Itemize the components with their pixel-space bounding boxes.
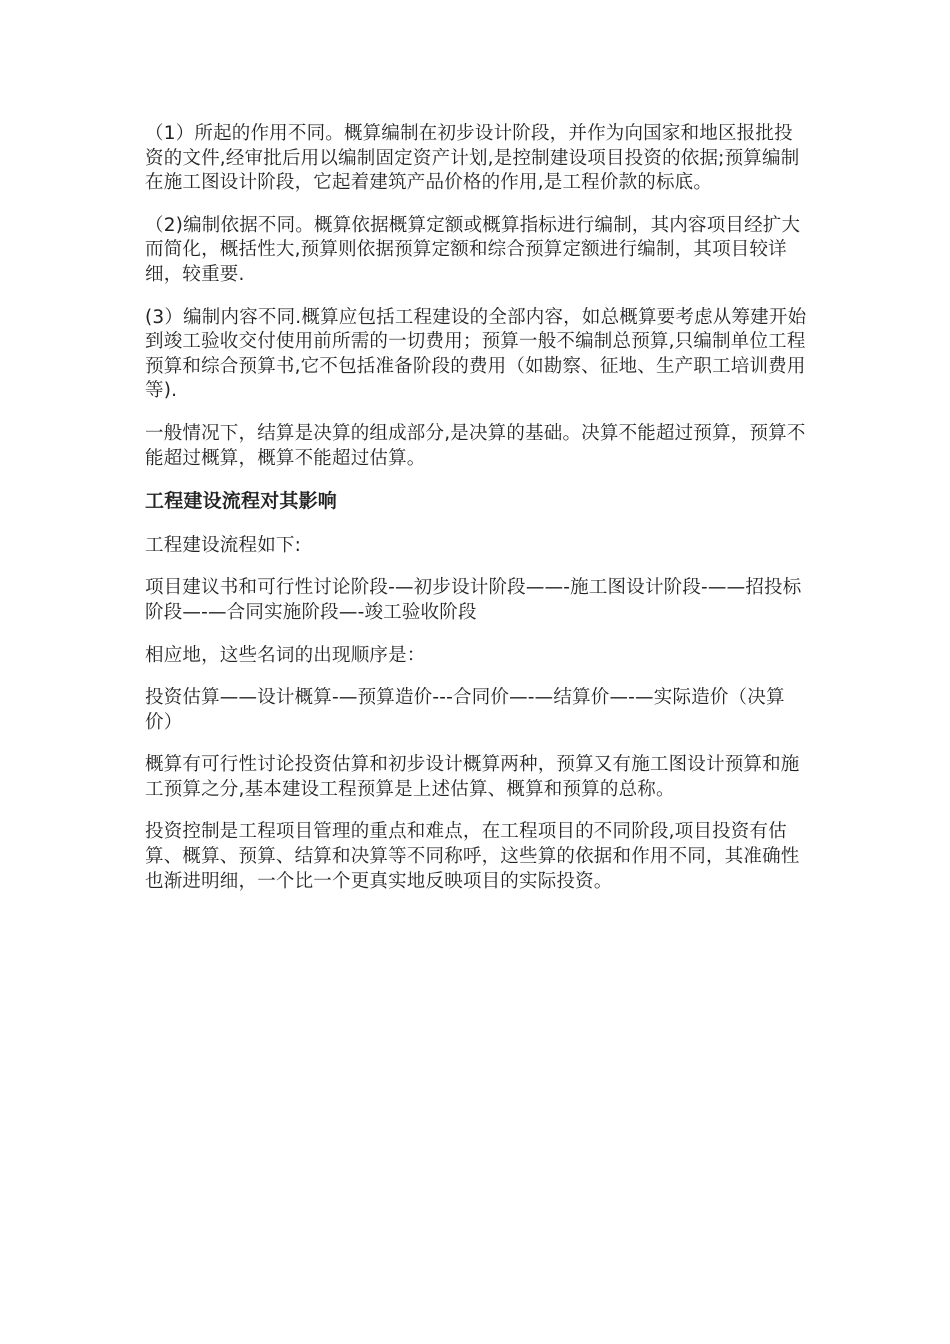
paragraph: 相应地，这些名词的出现顺序是： (145, 644, 426, 666)
paragraph: 概算有可行性讨论投资估算和初步设计概算两种，预算又有施工图设计预算和施工预算之分,基本建设工程预算是上述估算、概算和预算的总称。 (145, 754, 800, 800)
paragraph: （2)编制依据不同。概算依据概算定额或概算指标进行编制，其内容项目经扩大而简化，概括性大,预算则依据预算定额和综合预算定额进行编制，其项目较详细，较重要. (145, 214, 801, 285)
paragraph: 投资估算——设计概算-—预算造价---合同价—-—结算价—-—实际造价（决算价） (145, 687, 785, 733)
document-body (145, 122, 810, 912)
paragraph: 项目建议书和可行性讨论阶段-—初步设计阶段——-施工图设计阶段-——招投标阶段—-—合同实施阶段—-竣工验收阶段 (145, 577, 802, 623)
paragraph: 投资控制是工程项目管理的重点和难点，在工程项目的不同阶段,项目投资有估算、概算、预算、结算和决算等不同称呼，这些算的依据和作用不同，其准确性也渐进明细，一个比一个更真实地反映项目的实际投资。 (145, 821, 800, 892)
paragraph: 工程建设流程如下: (145, 534, 302, 556)
paragraph: (3）编制内容不同.概算应包括工程建设的全部内容，如总概算要考虑从筹建开始到竣工验收交付使用前所需的一切费用；预算一般不编制总预算,只编制单位工程预算和综合预算书,它不包括准备阶段的费用（如勘察、征地、生产职工培训费用等). (145, 306, 807, 402)
section-heading: 工程建设流程对其影响 (145, 490, 338, 513)
paragraph: 一般情况下，结算是决算的组成部分,是决算的基础。决算不能超过预算，预算不能超过概算，概算不能超过估算。 (145, 422, 806, 469)
paragraph: （1）所起的作用不同。概算编制在初步设计阶段，并作为向国家和地区报批投资的文件,经审批后用以编制固定资产计划,是控制建设项目投资的依据;预算编制在施工图设计阶段，它起着建筑产品价格的作用,是工程价款的标底。 (145, 123, 800, 194)
